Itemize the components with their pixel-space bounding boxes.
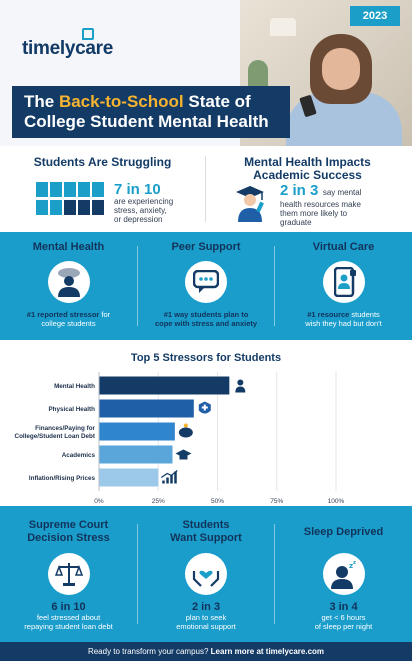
stat-heading-1: Sleep Deprived xyxy=(303,526,384,538)
stat-peer-support xyxy=(138,232,274,340)
stat-want-support xyxy=(138,506,274,642)
impact-stat: 2 in 3 xyxy=(280,182,319,199)
sleeping-person-icon xyxy=(323,553,365,595)
impact-desc-2: health resources make xyxy=(280,200,361,209)
stressors-bar-chart xyxy=(0,340,412,506)
stat-supreme-court xyxy=(0,506,137,642)
stat-heading-2: Want Support xyxy=(170,532,242,544)
lamp-shape xyxy=(270,18,296,36)
impact-line-1 xyxy=(280,182,406,200)
svg-text:z: z xyxy=(348,562,353,570)
scales-icon xyxy=(48,553,90,595)
rising-chart-icon-bar xyxy=(162,481,165,484)
stressed-person-icon-body xyxy=(235,387,245,393)
footer-banner xyxy=(0,642,412,661)
y-tick-label: Physical Health xyxy=(48,406,95,413)
title-pre: The xyxy=(24,92,59,111)
y-tick-label: Academics xyxy=(61,452,95,459)
stat-virtual-care xyxy=(275,232,412,340)
impact-desc-3: them more likely to xyxy=(280,209,348,218)
hands-heart-icon xyxy=(185,553,227,595)
stats-band xyxy=(0,232,412,340)
stat-desc-line2: wish they had but don't xyxy=(305,319,382,328)
svg-text:z: z xyxy=(352,560,356,566)
struggling-text xyxy=(114,182,204,224)
struggling-desc-1: are experiencing xyxy=(114,197,174,206)
brand-logo[interactable] xyxy=(22,38,113,60)
stat-desc-2: emotional support xyxy=(176,622,236,631)
x-tick-label: 50% xyxy=(210,498,225,505)
stat-desc-line2: cope with stress and anxiety xyxy=(154,319,258,328)
chart-title: Top 5 Stressors for Students xyxy=(130,352,282,364)
struggling-heading: Students Are Struggling xyxy=(33,155,172,169)
piggy-bank-icon xyxy=(179,428,193,438)
stressed-person-icon xyxy=(237,380,243,386)
x-tick-label: 100% xyxy=(327,498,345,505)
stat-value: 3 in 4 xyxy=(329,601,358,613)
struggling-block xyxy=(10,156,195,169)
struggling-impact-section xyxy=(0,146,412,232)
stat-heading: Peer Support xyxy=(171,241,241,253)
impact-heading-1: Mental Health Impacts xyxy=(244,155,371,169)
stat-desc-2: of sleep per night xyxy=(314,622,373,631)
stat-heading: Mental Health xyxy=(32,241,105,253)
title-post: State of xyxy=(183,92,251,111)
stat-value: 2 in 3 xyxy=(191,601,221,613)
title-line-1 xyxy=(24,92,278,112)
stat-desc xyxy=(0,310,137,328)
stat-desc-bold: #1 reported stressor xyxy=(26,310,100,319)
footer-text: Ready to transform your campus? xyxy=(87,647,211,656)
section-divider xyxy=(205,156,206,222)
stat-desc-bold: #1 resource xyxy=(307,310,350,319)
struggling-desc-3: or depression xyxy=(114,215,163,224)
x-tick-label: 0% xyxy=(94,498,104,505)
rising-chart-icon-bar xyxy=(166,478,169,484)
impact-text xyxy=(280,182,406,227)
stat-heading-2: Decision Stress xyxy=(27,532,110,544)
stat-desc-1: get < 6 hours xyxy=(321,613,366,622)
stat-desc-rest: for xyxy=(99,310,111,319)
stat-desc-rest: students xyxy=(349,310,380,319)
struggling-stat: 7 in 10 xyxy=(114,181,161,198)
bar xyxy=(99,446,172,464)
impact-desc-4: graduate xyxy=(280,218,312,227)
bar xyxy=(99,423,175,441)
speech-bubble-icon xyxy=(82,28,94,40)
x-tick-label: 75% xyxy=(270,498,284,505)
people-grid-icon xyxy=(36,182,108,215)
stat-desc-1: feel stressed about xyxy=(36,613,101,622)
bar xyxy=(99,469,158,487)
y-tick-label: Inflation/Rising Prices xyxy=(28,475,95,482)
stat-desc-1: plan to seek xyxy=(185,613,227,622)
graduation-cap-icon-base xyxy=(179,456,187,460)
stat-mental-health xyxy=(0,232,137,340)
graduate-icon xyxy=(232,182,272,222)
stat-desc-2: repaying student loan debt xyxy=(24,622,113,631)
bar xyxy=(99,377,229,395)
stat-value: 6 in 10 xyxy=(51,601,86,613)
stressed-person-icon xyxy=(48,261,90,303)
x-tick-label: 25% xyxy=(151,498,165,505)
stat-heading-1: Students xyxy=(182,519,230,531)
stat-heading: Virtual Care xyxy=(312,241,375,253)
bar xyxy=(99,400,194,418)
impact-block xyxy=(215,156,400,182)
bottom-stats-band xyxy=(0,506,412,642)
stat-desc-line2: college students xyxy=(41,319,96,328)
piggy-bank-icon-coin xyxy=(184,424,188,428)
stressors-chart-section xyxy=(0,340,412,506)
title-highlight: Back-to-School xyxy=(58,92,184,111)
y-tick-label: Mental Health xyxy=(54,383,95,390)
stat-sleep-deprived xyxy=(275,506,412,642)
stat-heading-1: Supreme Court xyxy=(28,519,109,531)
chat-bubble-icon xyxy=(185,261,227,303)
struggling-desc-2: stress, anxiety, xyxy=(114,206,167,215)
y-tick-label: Finances/Paying for xyxy=(35,425,95,432)
phone-doctor-icon xyxy=(323,261,365,303)
y-tick-label: College/Student Loan Debt xyxy=(14,433,95,440)
impact-heading-2: Academic Success xyxy=(253,168,362,182)
title-banner xyxy=(12,86,290,138)
face-shape xyxy=(322,48,360,90)
year-badge: 2023 xyxy=(350,6,400,26)
stat-desc-bold: #1 way students plan to xyxy=(163,310,249,319)
stat-desc xyxy=(138,310,274,328)
title-line-2: College Student Mental Health xyxy=(24,112,269,131)
stat-desc xyxy=(275,310,412,328)
logo-text: timelycare xyxy=(22,38,114,59)
header xyxy=(0,0,412,146)
impact-desc-1: say mental xyxy=(322,188,362,197)
footer-link[interactable]: Learn more at timelycare.com xyxy=(210,647,325,656)
